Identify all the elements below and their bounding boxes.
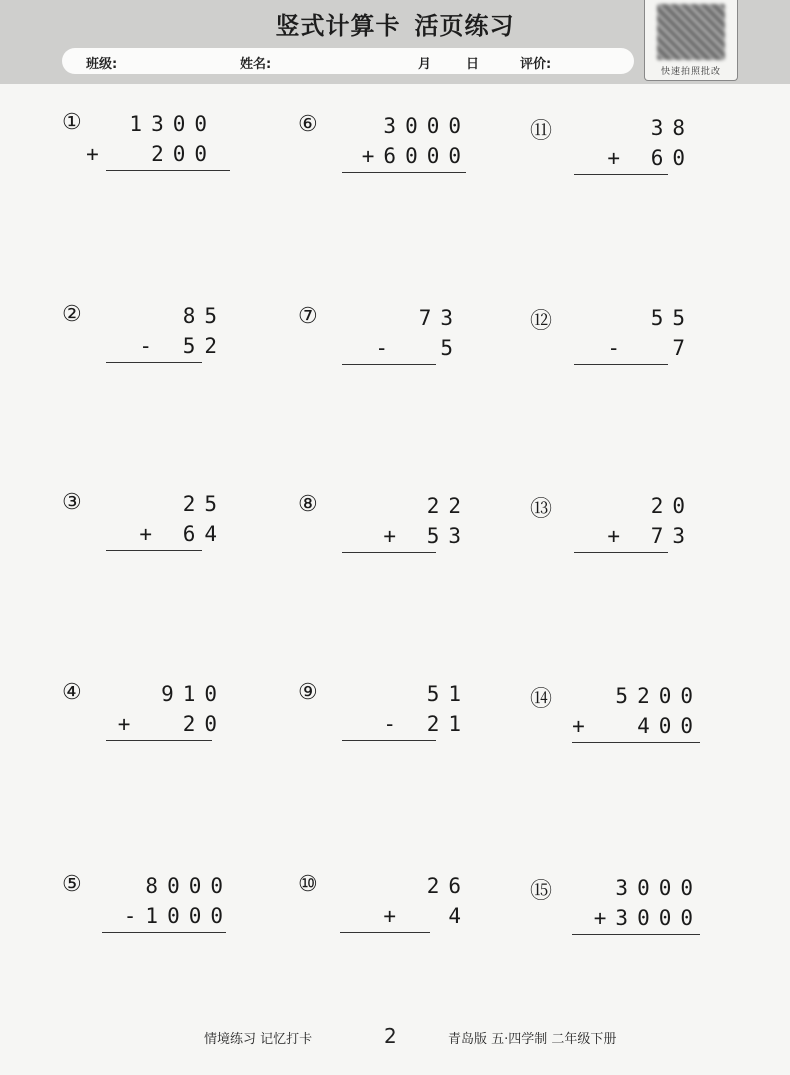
problem-15 — [530, 874, 702, 954]
problem-number: ⑧ — [298, 492, 318, 517]
problem-number: ⑩ — [298, 872, 318, 897]
answer-line — [106, 170, 230, 171]
operand-bottom: + 200 — [86, 142, 216, 166]
problem-number: ③ — [62, 490, 82, 515]
problem-5 — [62, 872, 232, 952]
operand-bottom: -1000 — [123, 904, 232, 928]
name-label: 姓名: — [240, 57, 272, 72]
problem-3 — [62, 490, 226, 570]
problem-6 — [298, 112, 470, 192]
problem-4 — [62, 680, 226, 760]
operand-top: 26 — [426, 874, 470, 898]
problem-8 — [298, 492, 470, 572]
problem-9 — [298, 680, 470, 760]
problem-13 — [530, 492, 694, 572]
answer-line — [342, 740, 436, 741]
problem-11 — [530, 114, 694, 194]
problem-number: ⑪ — [530, 119, 553, 144]
qr-code-icon — [657, 4, 725, 60]
operand-bottom: + 400 — [572, 714, 702, 738]
operand-top: 38 — [650, 116, 694, 140]
problem-number: ① — [62, 110, 82, 135]
page-footer — [0, 1022, 790, 1052]
operand-top: 20 — [650, 494, 694, 518]
operand-top: 3000 — [615, 876, 702, 900]
problem-14 — [530, 682, 702, 762]
problem-number: ④ — [62, 680, 82, 705]
answer-line — [106, 740, 212, 741]
operand-top: 25 — [182, 492, 226, 516]
answer-line — [106, 550, 202, 551]
operand-bottom: + 20 — [117, 712, 226, 736]
problem-number: ② — [62, 302, 82, 327]
qr-code-box — [644, 0, 738, 81]
problem-number: ⑭ — [530, 687, 553, 712]
day-label: 日 — [466, 57, 480, 72]
answer-line — [574, 552, 668, 553]
operand-bottom: +3000 — [593, 906, 702, 930]
problem-number: ⑫ — [530, 309, 553, 334]
problem-number: ⑮ — [530, 879, 553, 904]
answer-line — [102, 932, 226, 933]
worksheet-header — [0, 0, 790, 84]
operand-bottom: - 21 — [383, 712, 470, 736]
title-main: 竖式计算卡 — [275, 11, 401, 40]
page-number: 2 — [384, 1024, 397, 1048]
problem-number: ⑬ — [530, 497, 553, 522]
problem-number: ⑤ — [62, 872, 82, 897]
operand-top: 73 — [418, 306, 462, 330]
answer-line — [574, 174, 668, 175]
operand-top: 1300 — [129, 112, 216, 136]
operand-top: 910 — [161, 682, 226, 706]
operand-bottom: - 7 — [607, 336, 694, 360]
problem-number: ⑥ — [298, 112, 318, 137]
operand-top: 55 — [650, 306, 694, 330]
answer-line — [340, 932, 430, 933]
student-info-bar — [62, 48, 634, 74]
title-sub: 活页练习 — [414, 11, 515, 40]
operand-bottom: - 52 — [139, 334, 226, 358]
operand-bottom: + 4 — [383, 904, 470, 928]
operand-top: 3000 — [383, 114, 470, 138]
problem-2 — [62, 302, 226, 382]
operand-top: 5200 — [615, 684, 702, 708]
qr-caption: 快速拍照批改 — [660, 67, 721, 77]
problem-10 — [298, 872, 470, 952]
operand-top: 51 — [426, 682, 470, 706]
answer-line — [106, 362, 202, 363]
operand-top: 85 — [182, 304, 226, 328]
answer-line — [572, 742, 700, 743]
operand-bottom: + 60 — [607, 146, 694, 170]
month-label: 月 — [418, 57, 432, 72]
answer-line — [342, 552, 436, 553]
answer-line — [342, 172, 466, 173]
operand-bottom: + 73 — [607, 524, 694, 548]
operand-bottom: - 5 — [375, 336, 462, 360]
answer-line — [572, 934, 700, 935]
answer-line — [574, 364, 668, 365]
operand-bottom: + 64 — [139, 522, 226, 546]
operand-top: 8000 — [145, 874, 232, 898]
footer-right-text: 青岛版 五·四学制 二年级下册 — [448, 1032, 617, 1047]
operand-bottom: +6000 — [361, 144, 470, 168]
eval-label: 评价: — [520, 57, 552, 72]
problem-7 — [298, 304, 462, 384]
problem-1 — [62, 110, 216, 190]
problem-12 — [530, 304, 694, 384]
footer-left-text: 情境练习 记忆打卡 — [204, 1032, 313, 1047]
operand-top: 22 — [426, 494, 470, 518]
class-label: 班级: — [86, 57, 118, 72]
problem-number: ⑨ — [298, 680, 318, 705]
operand-bottom: + 53 — [383, 524, 470, 548]
problem-number: ⑦ — [298, 304, 318, 329]
answer-line — [342, 364, 436, 365]
